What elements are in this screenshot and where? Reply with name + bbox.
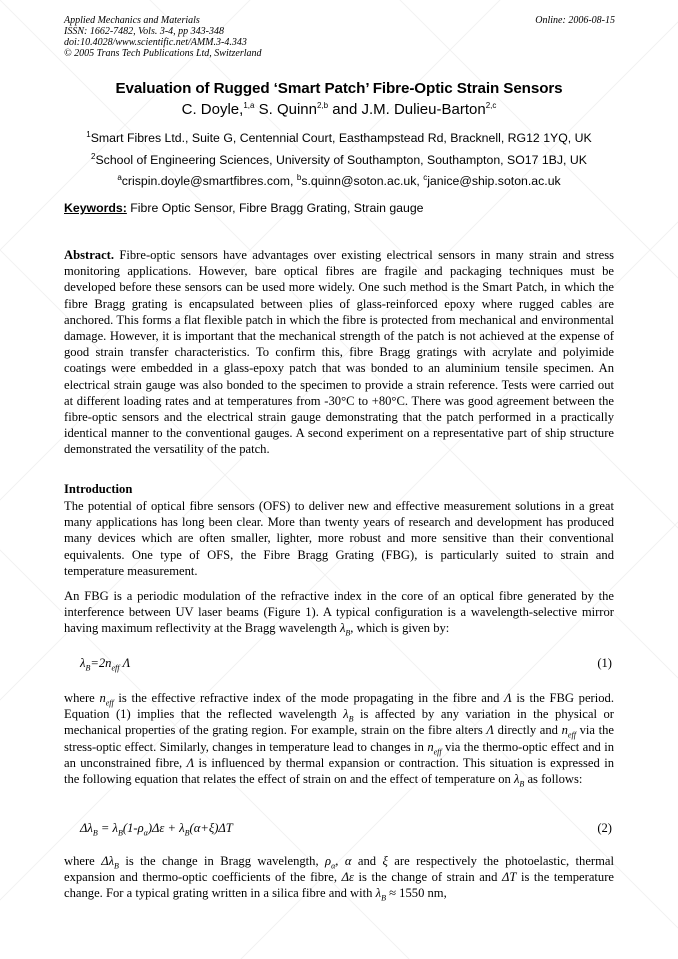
author-1-sup: 1,a: [243, 101, 255, 110]
keywords-line: [64, 201, 424, 215]
journal-name: Applied Mechanics and Materials: [64, 15, 200, 26]
p4-t1: where: [64, 854, 102, 868]
online-date: Online: 2006-08-15: [535, 15, 615, 26]
keywords-label: Keywords:: [64, 201, 127, 215]
author-3: and J.M. Dulieu-Barton: [328, 101, 486, 118]
p3-t7: via the thermo-optic effect and in an unconstrained fibre,: [64, 739, 614, 770]
p2-text-a: An FBG is a periodic modulation of the refractive index in the core of an optical fibre generated by the interference between UV laser beams (Figure 1). A typical configuration is a wavelength-selective mirror having maximum reflectivity at the Bragg wavelength: [64, 589, 614, 636]
p4-t6: is the temperature change. For a typical grating written in a silica fibre and with: [64, 870, 614, 901]
email-a[interactable]: crispin.doyle@smartfibres.com,: [121, 174, 297, 188]
p4-t4: are respectively the photoelastic, thermal expansion and thermo-optic coefficients of the fibre,: [64, 854, 614, 885]
equation-1: $\lambda_B=2n_{eff}$ Λ: [80, 656, 131, 673]
author-list: [0, 101, 678, 118]
affiliation-2: [0, 153, 678, 167]
intro-paragraph-1: The potential of optical fibre sensors (OFS) to deliver new and effective measurement solutions in a great many applications has long been clear. More than twenty years of research and development has produced many devices which are often smaller, lighter, more robust and more sensitive than their conventional equivalents. One type of OFS, the Fibre Bragg Grating (FBG), is particularly suited to strain and temperature measurement.: [64, 499, 614, 578]
author-2-sup: 2,b: [316, 101, 329, 110]
p3-t4: is affected by any variation in the physical or mechanical properties of the grating region. For example, strain on the fibre alters: [64, 707, 614, 738]
section-heading-introduction: Introduction: [64, 482, 133, 496]
p4-t7: ≈ 1550 nm,: [385, 886, 447, 901]
issn-line: ISSN: 1662-7482, Vols. 3-4, pp 343-348: [64, 26, 224, 37]
p4-t2: is the change in Bragg wavelength,: [118, 854, 326, 868]
email-b[interactable]: s.quinn@soton.ac.uk,: [301, 174, 424, 188]
abstract-label: Abstract.: [64, 248, 115, 262]
keywords-text: Fibre Optic Sensor, Fibre Bragg Grating, Strain gauge: [126, 201, 424, 215]
intro-paragraph-2: An FBG is a periodic modulation of the refractive index in the core of an optical fibre generated by the interference between UV laser beams (Figure 1). A typical configuration is a wavelength-selective mirror having maximum reflectivity at the Bragg wavelength $\lambda_B$, which is given by:: [64, 589, 614, 638]
intro-paragraph-3: where $n_{eff}$ is the effective refractive index of the mode propagating in the fibre and Λ is the FBG period. Equation (1) implies that the reflected wavelength $\lambda_B$ is affected by any variation in the physical or mechanical properties of the grating region. For example, strain on the fibre alters Λ directly and $n_{eff}$ via the stress-optic effect. Similarly, changes in temperature lead to changes in $n_{eff}$ via the thermo-optic effect and in an unconstrained fibre, Λ is influenced by thermal expansion or contraction. This situation is expressed in the following equation that relates the effect of strain on and the effect of temperature on $\lambda_B$ as follows:: [64, 691, 615, 789]
equation-1-number: (1): [597, 656, 612, 670]
equation-2-number: (2): [597, 821, 612, 835]
email-a-sup: a: [117, 172, 122, 182]
email-b-sup: b: [296, 172, 302, 182]
equation-2: $\Delta\lambda_B = \lambda_B(1-\rho_\alpha)\Delta\varepsilon + \lambda_B(\alpha+\xi)\Delta T$: [80, 821, 233, 838]
author-3-sup: 2,c: [485, 101, 497, 110]
p3-t6: via the stress-optic effect. Similarly, changes in temperature lead to changes in: [64, 723, 615, 754]
p3-t9: as follows:: [524, 772, 583, 787]
p3-t3: is the FBG period. Equation (1) implies that the reflected wavelength: [64, 691, 614, 722]
doi-line: doi:10.4028/www.scientific.net/AMM.3-4.343: [64, 37, 247, 48]
paper-title: Evaluation of Rugged ‘Smart Patch’ Fibre-Optic Strain Sensors: [115, 80, 563, 97]
email-line: [0, 174, 678, 188]
aff-1-sup: 1: [86, 129, 91, 139]
journal-header: [64, 15, 262, 59]
author-2: S. Quinn: [254, 101, 317, 118]
p3-t5: directly and: [494, 723, 562, 738]
intro-paragraph-4: where $\Delta\lambda_B$ is the change in Bragg wavelength, $\rho_\alpha$, α and ξ are respectively the photoelastic, thermal expansion and thermo-optic coefficients of the fibre, Δε is the change of strain and ΔT is the temperature change. For a typical grating written in a silica fibre and with $\lambda_B \approx 1550$ nm,: [64, 854, 614, 903]
p3-t2: is the effective refractive index of the mode propagating in the fibre and: [113, 691, 505, 705]
aff-2-sup: 2: [91, 151, 96, 161]
copyright-line: © 2005 Trans Tech Publications Ltd, Switzerland: [64, 48, 262, 59]
affiliation-1: [0, 131, 678, 145]
abstract-text: Fibre-optic sensors have advantages over existing electrical sensors in many strain and stress monitoring applications. However, bare optical fibres are fragile and packaging techniques must be developed before these sensors can be used more widely. One such method is the Smart Patch, in which the fibre Bragg grating is encapsulated between plies of glass-reinforced epoxy where rugged cables are anchored. This forms a flat flexible patch in which the fibre is protected from mechanical and environmental damage. However, it is important that the mechanical strength of the patch is not achieved at the expense of good strain transfer characteristics. To confirm this, fibre Bragg gratings with acrylate and polyimide coatings were embedded in a glass-epoxy patch that was bonded to an aluminium tensile specimen. An electrical strain gauge was also bonded to the specimen to provide a strain reference. Tests were carried out at different loading rates and at temperatures from -30°C to +80°C. There was good agreement between the fibre-optic sensors and the electrical strain gauge demonstrating that the patch performed in a practically identical manner to the conventional gauges. A second experiment on a representative part of ship structure demonstrated the versatility of the patch.: [64, 248, 614, 457]
abstract-paragraph: [64, 247, 614, 458]
p4-t5: is the change of strain and: [353, 870, 502, 885]
email-c[interactable]: janice@ship.soton.ac.uk: [427, 174, 561, 188]
author-1: C. Doyle,: [181, 101, 244, 118]
p2-text-b: , which is given by:: [350, 621, 450, 636]
p3-t1: where: [64, 691, 100, 705]
p3-t8: is influenced by thermal expansion or contraction. This situation is expressed in the following equation that relates the effect of strain on and the effect of temperature on: [64, 755, 614, 787]
aff-1-text: Smart Fibres Ltd., Suite G, Centennial Court, Easthampstead Rd, Bracknell, RG12 1YQ, UK: [90, 131, 592, 145]
email-c-sup: c: [423, 172, 428, 182]
p4-t3: and: [351, 854, 383, 868]
aff-2-text: School of Engineering Sciences, University of Southampton, Southampton, SO17 1BJ, UK: [95, 153, 587, 167]
